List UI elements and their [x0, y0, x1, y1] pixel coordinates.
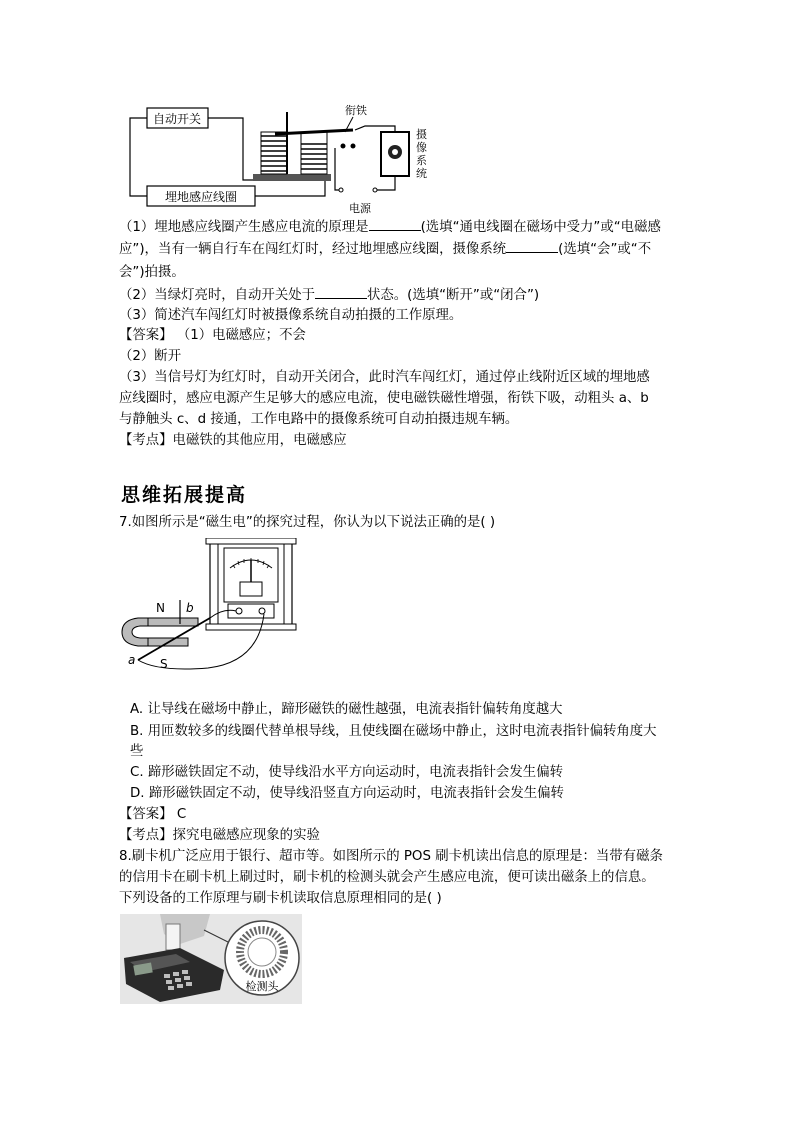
q8-stem-line1: 8.刷卡机广泛应用于银行、超市等。如图所示的 POS 刷卡机读出信息的原理是：当带有磁条	[119, 849, 663, 864]
q6-kaodian: 【考点】电磁铁的其他应用，电磁感应	[119, 433, 347, 448]
auto-switch-label: 自动开关	[152, 112, 202, 126]
induction-experiment-figure	[118, 538, 318, 673]
q6-part1-line3: 会”)拍摄。	[119, 265, 185, 280]
south-pole-label: S	[160, 657, 168, 671]
q7-stem: 7.如图所示是“磁生电”的探究过程，你认为以下说法正确的是( )	[119, 515, 496, 530]
q7-option-c: C. 蹄形磁铁固定不动，使导线沿水平方向运动时，电流表指针会发生偏转	[130, 765, 563, 780]
answer-blank-1[interactable]	[369, 217, 421, 231]
q7-option-b-line1: B. 用匝数较多的线圈代替单根导线，且使线圈在磁场中静止，这时电流表指针偏转角度大	[130, 724, 657, 739]
q7-option-b-line2: 些	[130, 744, 144, 759]
q7-answer: 【答案】 C	[119, 807, 187, 822]
q6-answer-2: （2）断开	[119, 349, 182, 364]
end-b-label: b	[186, 601, 194, 615]
camera-label: 摄像系统	[416, 128, 427, 180]
section-title: 思维拓展提高	[121, 484, 248, 506]
q8-stem-line2: 的信用卡在刷卡机上刷过时，刷卡机的检测头就会产生感应电流，便可读出磁条上的信息。	[119, 870, 655, 885]
q6-answer-1: 【答案】 （1）电磁感应；不会	[119, 328, 306, 343]
q7-option-d: D. 蹄形磁铁固定不动，使导线沿竖直方向运动时，电流表指针会发生偏转	[130, 786, 564, 801]
q6-part1-line1: （1）埋地感应线圈产生感应电流的原理是 (选填“通电线圈在磁场中受力”或“电磁感	[119, 217, 661, 238]
q6-part1-line2: 应”)，当有一辆自行车在闯红灯时，经过地埋感应线圈，摄像系统 (选填“会”或“不	[119, 239, 651, 260]
q8-stem-line3: 下列设备的工作原理与刷卡机读取信息原理相同的是( )	[119, 891, 442, 906]
answer-blank-2[interactable]	[506, 239, 558, 253]
q6-part2: （2）当绿灯亮时，自动开关处于 状态。(选填“断开”或“闭合”)	[119, 285, 539, 306]
q7-option-a: A. 让导线在磁场中静止，蹄形磁铁的磁性越强，电流表指针偏转角度越大	[130, 702, 563, 717]
detection-head-label: 检测头	[245, 980, 279, 993]
q6-answer-3c: 与静触头 c、d 接通，工作电路中的摄像系统可自动拍摄违规车辆。	[119, 412, 519, 427]
pos-card-reader-figure	[120, 914, 302, 1004]
answer-blank-3[interactable]	[315, 285, 367, 299]
q6-answer-3a: （3）当信号灯为红灯时，自动开关闭合，此时汽车闯红灯，通过停止线附近区域的埋地感	[119, 370, 650, 385]
ground-coil-label: 埋地感应线圈	[164, 190, 238, 204]
relay-circuit-figure	[125, 100, 445, 218]
north-pole-label: N	[156, 601, 165, 615]
end-a-label: a	[128, 653, 136, 667]
q6-part3: （3）简述汽车闯红灯时被摄像系统自动拍摄的工作原理。	[119, 308, 463, 323]
armature-label: 衔铁	[345, 104, 367, 117]
q7-kaodian: 【考点】探究电磁感应现象的实验	[119, 828, 320, 843]
q6-answer-3b: 应线圈时，感应电源产生足够大的感应电流，使电磁铁磁性增强，衔铁下吸，动粗头 a、b	[119, 391, 649, 406]
power-label: 电源	[349, 202, 371, 215]
